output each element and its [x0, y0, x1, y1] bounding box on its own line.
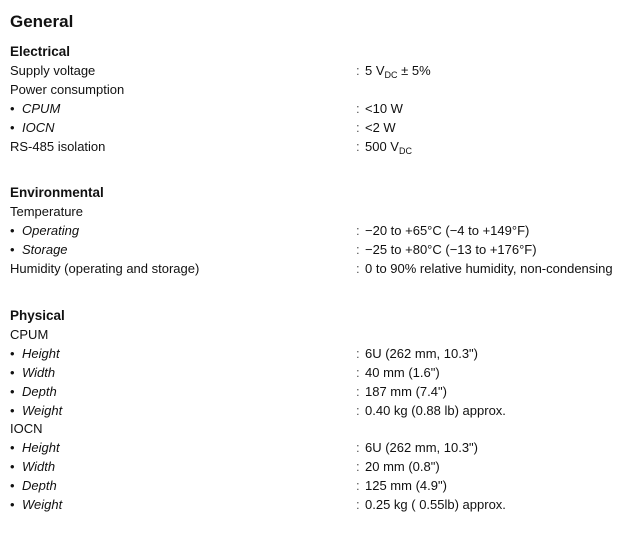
value-text: 125 mm (4.9")	[365, 478, 447, 493]
value-main: 500 V	[365, 139, 399, 154]
colon-separator: :	[356, 101, 360, 116]
value-text: 187 mm (7.4")	[365, 384, 447, 399]
bullet-icon: •	[10, 384, 15, 399]
spec-value	[356, 137, 412, 156]
sub-label-text: CPUM	[22, 101, 61, 116]
spec-sub-label	[10, 457, 55, 476]
spec-row-cpum	[0, 325, 639, 344]
spec-row-supply-voltage	[0, 61, 639, 80]
spec-sub-label	[10, 438, 60, 457]
sub-label-text: Depth	[22, 384, 57, 399]
spec-value	[356, 118, 396, 137]
spec-sub-label	[10, 240, 68, 259]
value-subscript: DC	[384, 70, 398, 80]
bullet-icon: •	[10, 459, 15, 474]
spec-label: CPUM	[10, 327, 49, 342]
spec-row-iocn-depth	[0, 476, 639, 495]
spec-row-rs485	[0, 137, 639, 156]
colon-separator: :	[356, 120, 360, 135]
spec-value	[356, 221, 529, 240]
spec-row-iocn-height	[0, 438, 639, 457]
spec-sub-label	[10, 401, 62, 420]
spec-label: Supply voltage	[10, 63, 96, 78]
value-tail: ± 5%	[397, 63, 431, 78]
bullet-icon: •	[10, 223, 15, 238]
bullet-icon: •	[10, 242, 15, 257]
spec-sub-label	[10, 118, 55, 137]
spec-sub-label	[10, 476, 57, 495]
spec-row-operating	[0, 221, 639, 240]
spec-value	[356, 457, 440, 476]
spec-sub-label	[10, 495, 62, 514]
sub-label-text: Width	[22, 365, 56, 380]
colon-separator: :	[356, 403, 360, 418]
colon-separator: :	[356, 63, 360, 78]
spec-row-storage	[0, 240, 639, 259]
spec-sub-label	[10, 382, 57, 401]
bullet-icon: •	[10, 478, 15, 493]
spec-value	[356, 240, 537, 259]
spec-row-power-cpum	[0, 99, 639, 118]
colon-separator: :	[356, 384, 360, 399]
value-subscript: DC	[398, 146, 412, 156]
section-heading-electrical: Electrical	[10, 44, 71, 59]
spec-row-humidity	[0, 259, 639, 278]
spec-value	[356, 259, 613, 278]
value-text: <10 W	[365, 101, 403, 116]
bullet-icon: •	[10, 497, 15, 512]
colon-separator: :	[356, 139, 360, 154]
spec-sub-label	[10, 221, 79, 240]
section-heading-physical: Physical	[10, 308, 65, 323]
spec-value	[356, 495, 506, 514]
sub-label-text: Storage	[22, 242, 68, 257]
value-text: −25 to +80°C (−13 to +176°F)	[365, 242, 537, 257]
bullet-icon: •	[10, 120, 15, 135]
spec-row-power-consumption	[0, 80, 639, 99]
spec-label: RS-485 isolation	[10, 139, 106, 154]
spec-label: Power consumption	[10, 82, 125, 97]
spec-row-cpum-width	[0, 363, 639, 382]
spec-row-iocn-weight	[0, 495, 639, 514]
page-title: General	[10, 12, 74, 31]
colon-separator: :	[356, 242, 360, 257]
sub-label-text: Weight	[22, 403, 63, 418]
value-text: 20 mm (0.8")	[365, 459, 440, 474]
spec-row-cpum-height	[0, 344, 639, 363]
value-text: −20 to +65°C (−4 to +149°F)	[365, 223, 530, 238]
value-text: 6U (262 mm, 10.3")	[365, 440, 478, 455]
spec-sub-label	[10, 99, 60, 118]
spec-value	[356, 363, 440, 382]
spec-value	[356, 438, 478, 457]
value-text: 6U (262 mm, 10.3")	[365, 346, 478, 361]
spec-sub-label	[10, 344, 60, 363]
colon-separator: :	[356, 459, 360, 474]
value-text: 0.25 kg ( 0.55lb) approx.	[365, 497, 506, 512]
colon-separator: :	[356, 440, 360, 455]
value-text: 0.40 kg (0.88 lb) approx.	[365, 403, 506, 418]
spec-row-temperature	[0, 202, 639, 221]
spec-row-iocn	[0, 419, 639, 438]
colon-separator: :	[356, 346, 360, 361]
sub-label-text: Width	[22, 459, 56, 474]
spec-value	[356, 476, 447, 495]
colon-separator: :	[356, 261, 360, 276]
bullet-icon: •	[10, 403, 15, 418]
bullet-icon: •	[10, 365, 15, 380]
spec-value	[356, 99, 403, 118]
colon-separator: :	[356, 365, 360, 380]
spec-row-cpum-depth	[0, 382, 639, 401]
sub-label-text: Height	[22, 346, 60, 361]
spec-row-cpum-weight	[0, 401, 639, 420]
sub-label-text: Depth	[22, 478, 57, 493]
value-text: <2 W	[365, 120, 396, 135]
spec-sub-label	[10, 363, 55, 382]
spec-value	[356, 401, 506, 420]
spec-row-power-iocn	[0, 118, 639, 137]
sub-label-text: Weight	[22, 497, 63, 512]
spec-row-iocn-width	[0, 457, 639, 476]
sub-label-text: IOCN	[22, 120, 55, 135]
spec-label: Humidity (operating and storage)	[10, 261, 200, 276]
bullet-icon: •	[10, 101, 15, 116]
colon-separator: :	[356, 478, 360, 493]
section-heading-environmental: Environmental	[10, 185, 104, 200]
spec-value	[356, 382, 447, 401]
spec-value	[356, 344, 478, 363]
colon-separator: :	[356, 497, 360, 512]
bullet-icon: •	[10, 440, 15, 455]
sub-label-text: Operating	[22, 223, 80, 238]
spec-value	[356, 61, 431, 80]
value-text: 0 to 90% relative humidity, non-condensing	[365, 261, 613, 276]
sub-label-text: Height	[22, 440, 60, 455]
colon-separator: :	[356, 223, 360, 238]
spec-label: Temperature	[10, 204, 83, 219]
value-text: 40 mm (1.6")	[365, 365, 440, 380]
spec-label: IOCN	[10, 421, 43, 436]
value-main: 5 V	[365, 63, 385, 78]
bullet-icon: •	[10, 346, 15, 361]
